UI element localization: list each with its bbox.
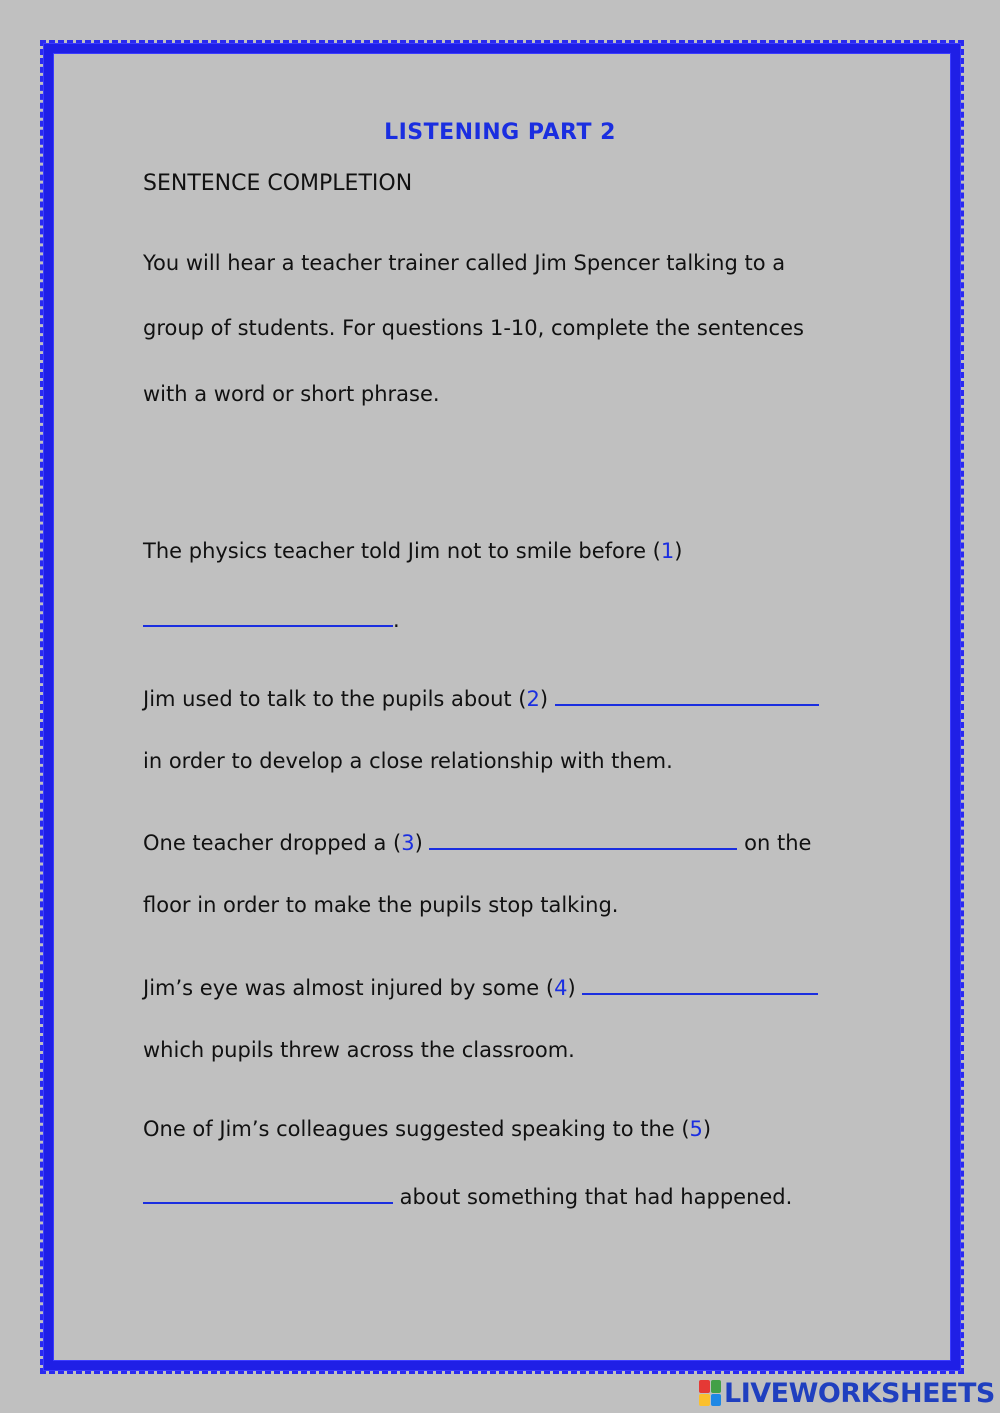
question-1-answer-line — [143, 605, 400, 632]
answer-blank-1[interactable] — [143, 605, 393, 627]
question-3-line2: floor in order to make the pupils stop talking. — [143, 893, 619, 917]
q1-number: 1 — [660, 539, 675, 563]
instruction-line-1: You will hear a teacher trainer called Jim Spencer talking to a — [143, 251, 786, 275]
q5-line2-after: about something that had happened. — [393, 1185, 793, 1209]
q2-after: ) — [539, 687, 555, 711]
q5-before: One of Jim’s colleagues suggested speaking to the ( — [143, 1117, 690, 1141]
answer-blank-5[interactable] — [143, 1182, 393, 1204]
q2-number: 2 — [526, 687, 540, 711]
question-4-line2: which pupils threw across the classroom. — [143, 1038, 575, 1062]
q4-after: ) — [567, 976, 583, 1000]
q1-line2-after: . — [393, 608, 400, 632]
logo-text: LIVEWORKSHEETS — [724, 1377, 995, 1409]
q2-before: Jim used to talk to the pupils about ( — [143, 687, 527, 711]
question-1-text — [143, 539, 682, 563]
q3-before: One teacher dropped a ( — [143, 831, 402, 855]
answer-blank-3[interactable] — [429, 828, 737, 850]
q4-number: 4 — [554, 976, 568, 1000]
q4-before: Jim’s eye was almost injured by some ( — [143, 976, 555, 1000]
question-3-text — [143, 828, 811, 855]
q1-after: ) — [674, 539, 683, 563]
instruction-line-3: with a word or short phrase. — [143, 382, 440, 406]
q1-before: The physics teacher told Jim not to smile before ( — [143, 539, 661, 563]
worksheet-subtitle: SENTENCE COMPLETION — [143, 171, 413, 196]
instruction-line-2: group of students. For questions 1-10, complete the sentences — [143, 316, 804, 340]
q3-after: ) — [414, 831, 430, 855]
question-5-text — [143, 1117, 711, 1141]
q5-after: ) — [702, 1117, 712, 1141]
q3-number: 3 — [401, 831, 415, 855]
liveworksheets-logo[interactable] — [699, 1376, 995, 1410]
question-2-text — [143, 684, 819, 711]
answer-blank-2[interactable] — [555, 684, 819, 706]
q3-after-blank: on the — [737, 831, 812, 855]
worksheet-title: LISTENING PART 2 — [384, 120, 616, 145]
logo-icon — [699, 1380, 721, 1406]
answer-blank-4[interactable] — [582, 973, 818, 995]
question-2-line2: in order to develop a close relationship with them. — [143, 749, 673, 773]
question-4-text — [143, 973, 818, 1000]
q5-number: 5 — [689, 1117, 703, 1141]
question-5-answer-line — [143, 1182, 792, 1209]
